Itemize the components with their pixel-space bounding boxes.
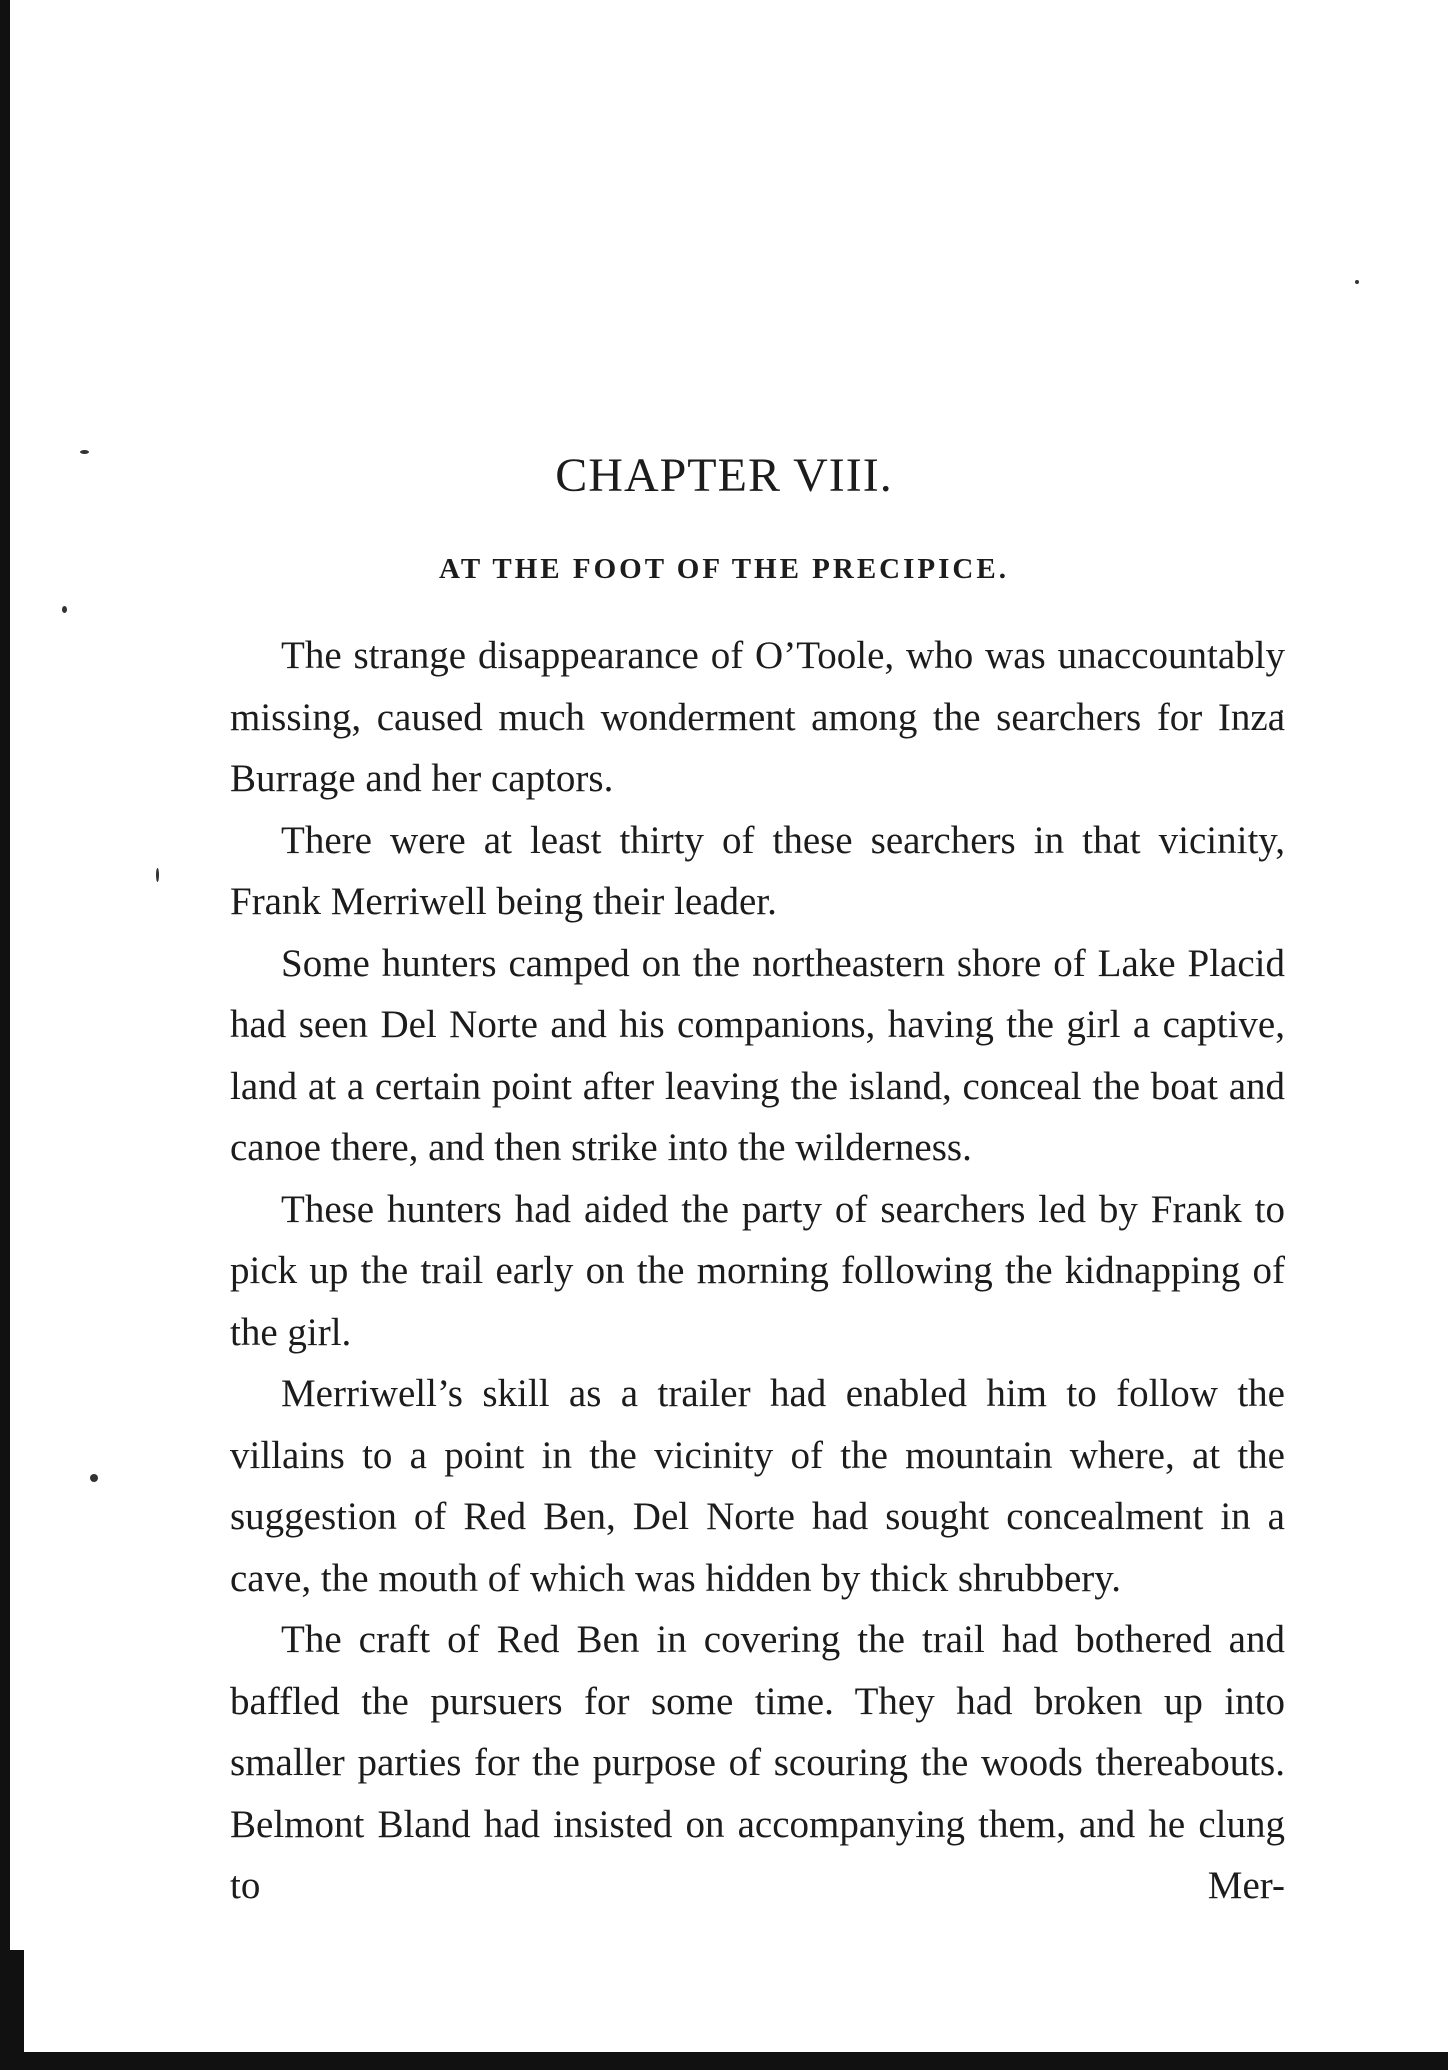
paragraph: There were at least thirty of these searchers in that vicinity, Frank Merriwell being their leader.	[230, 818, 1285, 923]
paragraph: These hunters had aided the party of searchers led by Frank to pick up the trail early on the morning following the kidnapping of the girl.	[230, 1187, 1285, 1354]
page-bottom-shadow	[0, 2052, 1448, 2070]
chapter-body	[230, 625, 1285, 1917]
paragraph: The strange disappearance of O’Toole, who was unaccountably missing, caused much wonderment among the searchers for Inza Burrage and her captors.	[230, 634, 1285, 800]
scan-speck	[1355, 280, 1359, 284]
scan-speck	[62, 606, 67, 613]
paragraph: Some hunters camped on the northeastern shore of Lake Placid had seen Del Norte and his companions, having the girl a captive, land at a certain point after leaving the island, conceal the boat and canoe there, and then strike into the wilderness.	[230, 941, 1285, 1169]
chapter-subtitle: AT THE FOOT OF THE PRECIPICE.	[439, 553, 1009, 585]
scan-speck	[156, 868, 159, 882]
paragraph: Merriwell’s skill as a trailer had enabled him to follow the villains to a point in the vicinity of the mountain where, at the suggestion of Red Ben, Del Norte had sought concealment in a cave, the mouth of which was hidden by thick shrubbery.	[230, 1372, 1285, 1600]
scan-speck	[90, 1474, 98, 1482]
page-edge-shadow	[0, 0, 10, 2070]
paragraph: The craft of Red Ben in covering the trail had bothered and baffled the pursuers for some time. They had broken up into smaller parties for the purpose of scouring the woods thereabouts. Belmont Bland had insisted on accompanying them, and he clung to Mer-	[230, 1618, 1285, 1907]
chapter-title: CHAPTER VIII.	[555, 449, 893, 502]
